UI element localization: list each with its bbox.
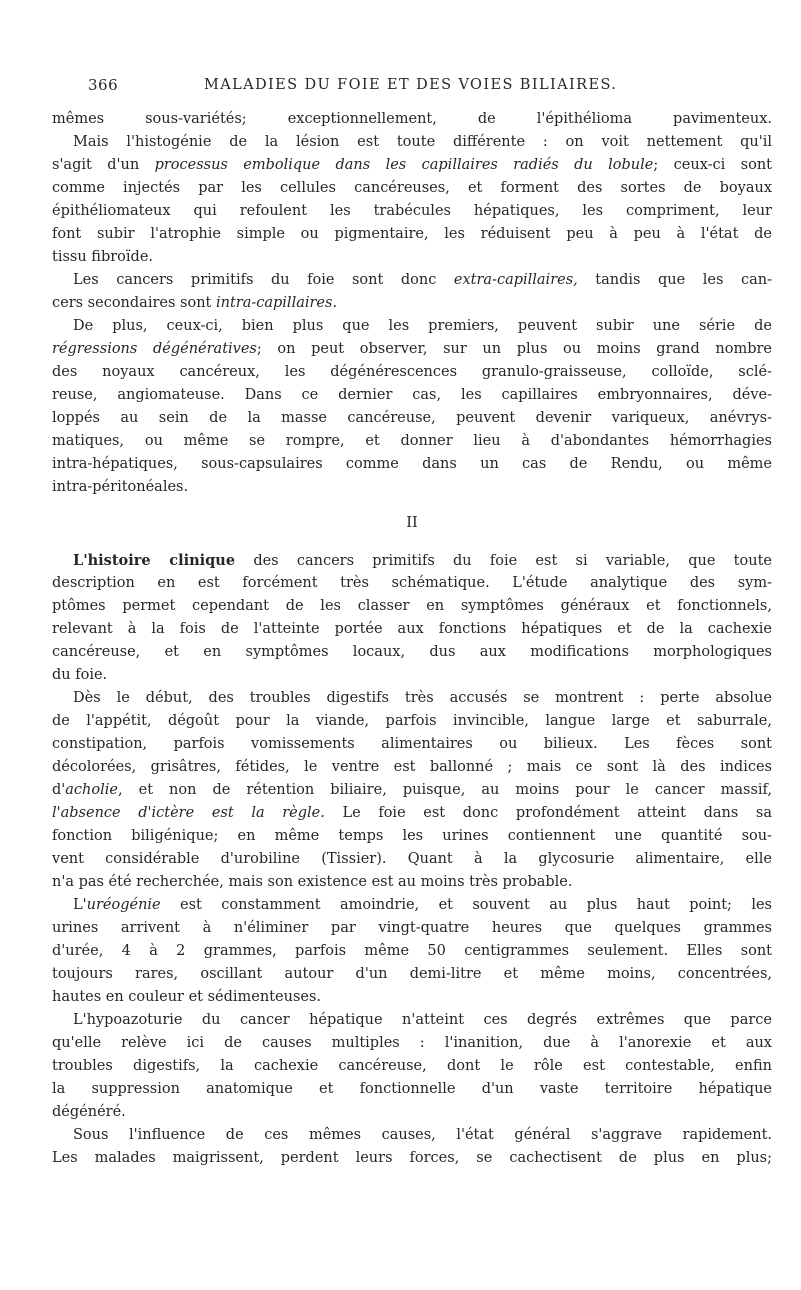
text-line: vent considérable d'urobiline (Tissier). Quant à la glycosurie alimentaire, elle	[52, 851, 772, 867]
text-line: Les malades maigrissent, perdent leurs forces, se cachectisent de plus en plus;	[52, 1150, 772, 1166]
text-line: ptômes permet cependant de les classer en symptômes généraux et fonctionnels,	[52, 598, 772, 614]
paragraph-1	[52, 108, 772, 269]
text-line: Mais l'histogénie de la lésion est toute différente : on voit nettement qu'il	[73, 134, 772, 150]
book-page	[52, 74, 772, 1170]
section-heading: II	[406, 515, 418, 531]
text-line: urines arrivent à n'éliminer par vingt-quatre heures que quelques grammes	[52, 920, 772, 936]
emphasis: uréogénie	[86, 897, 161, 913]
text-line: Sous l'influence de ces mêmes causes, l'état général s'aggrave rapidement.	[73, 1127, 772, 1143]
text-line: qu'elle relève ici de causes multiples : l'inanition, due à l'anorexie et aux	[52, 1035, 772, 1051]
paragraph-3	[52, 315, 772, 499]
running-header	[52, 74, 772, 102]
text-line: de l'appétit, dégoût pour la viande, parfois invincible, langue large et saburrale,	[52, 713, 772, 729]
emphasis: régressions dégénératives	[52, 341, 257, 357]
text-line: Les cancers primitifs du foie sont donc extra-capillaires, tandis que les can-	[73, 272, 772, 288]
text-line: relevant à la fois de l'atteinte portée aux fonctions hépatiques et de la cachexie	[52, 621, 772, 637]
text-line: L'uréogénie est constamment amoindrie, et souvent au plus haut point; les	[73, 897, 772, 913]
text-line: intra-péritonéales.	[52, 479, 189, 495]
emphasis: processus embolique dans les capillaires radiés du lobule	[154, 157, 654, 173]
text-line: régressions dégénératives; on peut observer, sur un plus ou moins grand nombre	[52, 341, 772, 357]
text-line: toujours rares, oscillant autour d'un demi-litre et même moins, concentrées,	[52, 966, 772, 982]
emphasis: intra-capillaires.	[215, 295, 338, 311]
text-line: loppés au sein de la masse cancéreuse, peuvent devenir variqueux, anévrys-	[52, 410, 772, 426]
bold-lead: L'histoire clinique	[73, 552, 236, 569]
text-line: comme injectés par les cellules cancéreuses, et forment des sortes de boyaux	[52, 180, 772, 196]
text-line: constipation, parfois vomissements alimentaires ou bilieux. Les fèces sont	[52, 736, 772, 752]
page-number: 366	[88, 76, 119, 94]
text-line: L'hypoazoturie du cancer hépatique n'atteint ces degrés extrêmes que parce	[73, 1012, 772, 1028]
text-line: troubles digestifs, la cachexie cancéreuse, dont le rôle est contestable, enfin	[52, 1058, 772, 1074]
running-title: MALADIES DU FOIE ET DES VOIES BILIAIRES.	[204, 77, 618, 93]
text-line: hautes en couleur et sédimenteuses.	[52, 989, 322, 1005]
text-line: dégénéré.	[52, 1104, 126, 1120]
text-line: n'a pas été recherchée, mais son existence est au moins très probable.	[52, 874, 573, 890]
paragraph-2	[52, 269, 772, 315]
text-line: intra-hépatiques, sous-capsulaires comme dans un cas de Rendu, ou même	[52, 456, 772, 472]
text-line: De plus, ceux-ci, bien plus que les premiers, peuvent subir une série de	[73, 318, 772, 334]
text-line: Dès le début, des troubles digestifs très accusés se montrent : perte absolue	[73, 690, 772, 706]
emphasis: acholie	[65, 782, 118, 798]
emphasis: l'absence d'ictère est la règle.	[52, 805, 325, 821]
text-line: L'histoire clinique des cancers primitifs du foie est si variable, que toute	[73, 552, 772, 569]
text-line: mêmes sous-variétés; exceptionnellement, de l'épithélioma pavimenteux.	[52, 111, 772, 127]
text-line: du foie.	[52, 667, 108, 683]
text-line: tissu fibroïde.	[52, 249, 154, 265]
text-line: font subir l'atrophie simple ou pigmentaire, les réduisent peu à peu à l'état de	[52, 226, 772, 242]
text-line: fonction biligénique; en même temps les urines contiennent une quantité sou-	[52, 828, 772, 844]
text-line: décolorées, grisâtres, fétides, le ventre est ballonné ; mais ce sont là des indices	[52, 759, 772, 775]
text-line: cers secondaires sont intra-capillaires.	[52, 295, 338, 311]
text-line: d'urée, 4 à 2 grammes, parfois même 50 centigrammes seulement. Elles sont	[52, 943, 772, 959]
text-line: d'acholie, et non de rétention biliaire, puisque, au moins pour le cancer massif,	[52, 782, 772, 798]
paragraph-4	[52, 549, 772, 687]
emphasis: extra-capillaires,	[453, 272, 578, 288]
paragraph-5	[52, 687, 772, 894]
paragraph-6	[52, 894, 772, 1009]
text-line: épithéliomateux qui refoulent les trabécules hépatiques, les compriment, leur	[52, 203, 772, 219]
text-line: cancéreuse, et en symptômes locaux, dus aux modifications morphologiques	[52, 644, 772, 660]
text-line: la suppression anatomique et fonctionnelle d'un vaste territoire hépatique	[52, 1081, 772, 1097]
text-line: matiques, ou même se rompre, et donner lieu à d'abondantes hémorrhagies	[52, 433, 772, 449]
text-line: s'agit d'un processus embolique dans les capillaires radiés du lobule; ceux-ci sont	[52, 157, 773, 173]
paragraph-8	[52, 1124, 772, 1170]
text-line: l'absence d'ictère est la règle. Le foie est donc profondément atteint dans sa	[52, 805, 772, 821]
paragraph-7	[52, 1009, 772, 1124]
text-line: des noyaux cancéreux, les dégénérescences granulo-graisseuse, colloïde, sclé-	[52, 364, 772, 380]
text-line: description en est forcément très schématique. L'étude analytique des sym-	[52, 575, 772, 591]
text-line: reuse, angiomateuse. Dans ce dernier cas, les capillaires embryonnaires, déve-	[52, 387, 772, 403]
